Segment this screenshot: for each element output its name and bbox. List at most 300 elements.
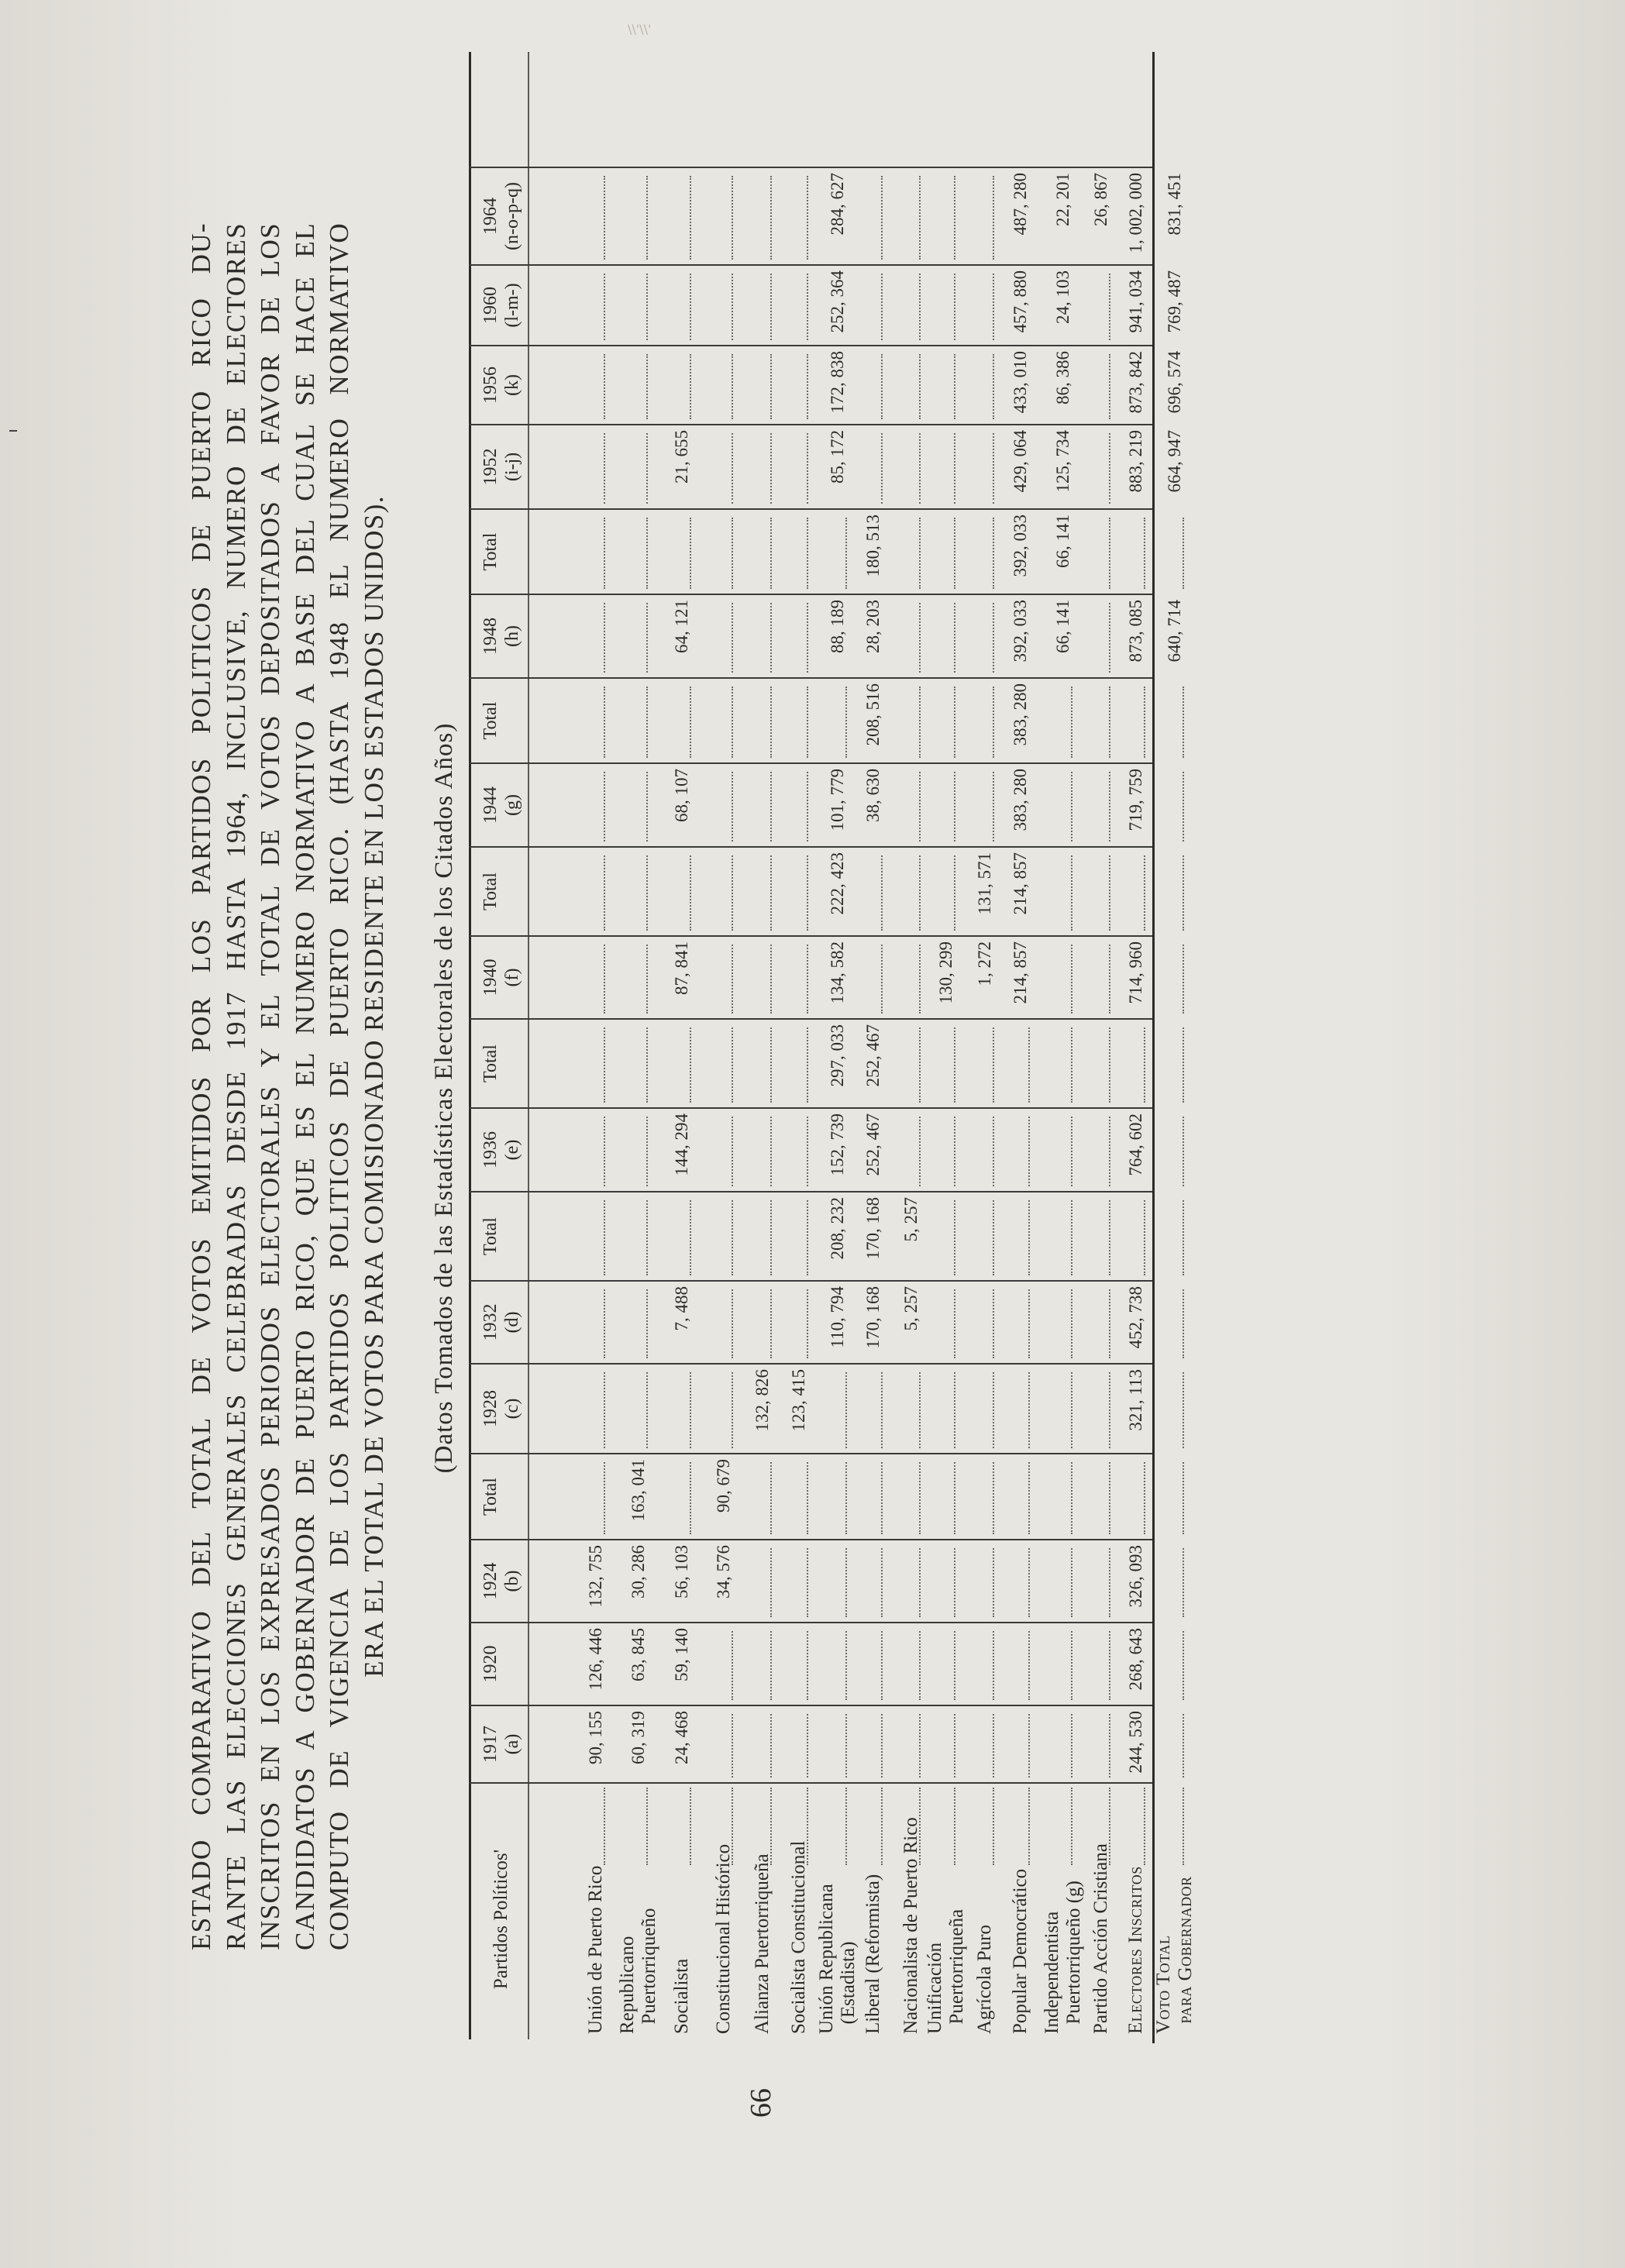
empty-cell-dots bbox=[993, 1289, 994, 1358]
table-cell: 56, 103 bbox=[672, 1545, 691, 1599]
empty-cell-dots bbox=[993, 1027, 994, 1103]
table-cell: 110, 794 bbox=[828, 1286, 847, 1348]
empty-cell-dots bbox=[1144, 1027, 1145, 1103]
empty-cell-dots bbox=[604, 1027, 605, 1103]
row-label bbox=[788, 1841, 810, 2034]
table-cell: 696, 574 bbox=[1165, 351, 1184, 414]
empty-cell-dots bbox=[646, 603, 648, 673]
empty-cell-dots bbox=[646, 772, 648, 841]
column-header-year: Total bbox=[480, 701, 501, 740]
column-header-year: Total bbox=[480, 532, 501, 571]
empty-cell-dots bbox=[604, 176, 605, 260]
empty-cell-dots bbox=[646, 433, 648, 504]
row-label-line: Electores Inscritos bbox=[1125, 1866, 1146, 2034]
empty-cell-dots bbox=[1183, 1372, 1184, 1448]
empty-cell-dots bbox=[993, 1631, 994, 1700]
empty-cell-dots bbox=[845, 1714, 847, 1778]
empty-cell-dots bbox=[919, 1117, 921, 1186]
empty-cell-dots bbox=[845, 1631, 847, 1700]
table-cell: 132, 755 bbox=[586, 1545, 605, 1608]
empty-cell-dots bbox=[1071, 1117, 1072, 1186]
empty-cell-dots bbox=[770, 518, 772, 589]
empty-cell-dots bbox=[1144, 1200, 1145, 1275]
empty-cell-dots bbox=[993, 687, 994, 758]
empty-cell-dots bbox=[807, 518, 808, 589]
table-cell: 131, 571 bbox=[975, 852, 994, 915]
table-cell: 392, 033 bbox=[1010, 600, 1030, 663]
empty-cell-dots bbox=[919, 1027, 921, 1103]
table-cell: 208, 232 bbox=[828, 1197, 847, 1260]
empty-cell-dots bbox=[690, 1200, 691, 1275]
empty-cell-dots bbox=[954, 855, 955, 931]
row-label-line: Independentista bbox=[1041, 1911, 1062, 2034]
empty-cell-dots bbox=[770, 1200, 772, 1275]
empty-cell-dots bbox=[1109, 1462, 1110, 1534]
column-header bbox=[480, 1109, 523, 1191]
table-cell: 123, 415 bbox=[789, 1369, 808, 1432]
row-label-line: Voto Total bbox=[1153, 1935, 1174, 2034]
empty-cell-dots bbox=[1183, 855, 1184, 931]
empty-cell-dots bbox=[845, 687, 847, 758]
empty-cell-dots bbox=[1183, 518, 1184, 589]
table-cell: 68, 107 bbox=[672, 769, 691, 822]
empty-cell-dots bbox=[646, 1372, 648, 1448]
empty-cell-dots bbox=[1028, 1372, 1030, 1448]
empty-cell-dots bbox=[690, 687, 691, 758]
table-cell: 1, 272 bbox=[975, 941, 994, 986]
empty-cell-dots bbox=[954, 176, 955, 260]
empty-cell-dots bbox=[881, 433, 883, 504]
row-label-line: Constitucional Histórico bbox=[713, 1843, 734, 2034]
empty-cell-dots bbox=[646, 1200, 648, 1275]
table-cell: 66, 141 bbox=[1053, 515, 1072, 568]
table-cell: 59, 140 bbox=[672, 1628, 691, 1681]
empty-cell-dots bbox=[604, 274, 605, 340]
empty-cell-dots bbox=[919, 1714, 921, 1778]
empty-cell-dots bbox=[881, 1714, 883, 1778]
empty-cell-dots bbox=[604, 354, 605, 419]
leader-dots bbox=[770, 1788, 772, 1865]
leader-dots bbox=[1183, 1788, 1184, 1865]
row-label bbox=[671, 1959, 693, 2034]
title-line: INSCRITOS EN LOS EXPRESADOS PERIODOS ELECTORALES Y EL TOTAL DE VOTOS DEPOSITADOS A FAVOR DE LOS bbox=[255, 222, 286, 1950]
empty-cell-dots bbox=[646, 1027, 648, 1103]
table-cell: 268, 643 bbox=[1126, 1628, 1145, 1691]
column-header-year: Total bbox=[480, 872, 501, 910]
empty-cell-dots bbox=[993, 1372, 994, 1448]
table-cell: 63, 845 bbox=[628, 1628, 648, 1681]
empty-cell-dots bbox=[770, 772, 772, 841]
empty-cell-dots bbox=[1109, 274, 1110, 340]
empty-cell-dots bbox=[770, 433, 772, 504]
table-cell: 152, 739 bbox=[828, 1113, 847, 1176]
row-label bbox=[974, 1925, 996, 2034]
empty-cell-dots bbox=[646, 1117, 648, 1186]
empty-cell-dots bbox=[604, 1289, 605, 1358]
table-cell: 180, 513 bbox=[863, 515, 883, 577]
empty-cell-dots bbox=[1028, 1200, 1030, 1275]
empty-cell-dots bbox=[1183, 772, 1184, 841]
empty-cell-dots bbox=[954, 1714, 955, 1778]
empty-cell-dots bbox=[1109, 1372, 1110, 1448]
empty-cell-dots bbox=[993, 1548, 994, 1617]
empty-cell-dots bbox=[1109, 433, 1110, 504]
empty-cell-dots bbox=[881, 1631, 883, 1700]
empty-cell-dots bbox=[919, 945, 921, 1014]
table-cell: 101, 779 bbox=[828, 769, 847, 831]
empty-cell-dots bbox=[807, 1548, 808, 1617]
empty-cell-dots bbox=[993, 603, 994, 673]
row-label-line: Unión Republicana bbox=[816, 1884, 837, 2034]
empty-cell-dots bbox=[1144, 855, 1145, 931]
empty-cell-dots bbox=[919, 1372, 921, 1448]
empty-cell-dots bbox=[993, 518, 994, 589]
table-cell: 28, 203 bbox=[863, 600, 883, 653]
column-separator bbox=[469, 1539, 1152, 1540]
table-cell: 873, 085 bbox=[1126, 600, 1145, 663]
empty-cell-dots bbox=[604, 518, 605, 589]
row-label bbox=[1153, 1876, 1196, 2034]
empty-cell-dots bbox=[919, 772, 921, 841]
column-header-note: (g) bbox=[502, 794, 522, 816]
table-cell: 208, 516 bbox=[863, 683, 883, 746]
empty-cell-dots bbox=[993, 1462, 994, 1534]
empty-cell-dots bbox=[1071, 1462, 1072, 1534]
empty-cell-dots bbox=[690, 274, 691, 340]
leader-dots bbox=[954, 1788, 955, 1865]
empty-cell-dots bbox=[1144, 518, 1145, 589]
table-cell: 252, 467 bbox=[863, 1113, 883, 1176]
empty-cell-dots bbox=[604, 687, 605, 758]
empty-cell-dots bbox=[1109, 354, 1110, 419]
row-label-line: Republicano bbox=[617, 1936, 638, 2034]
empty-cell-dots bbox=[690, 855, 691, 931]
empty-cell-dots bbox=[604, 1200, 605, 1275]
empty-cell-dots bbox=[1071, 772, 1072, 841]
empty-cell-dots bbox=[690, 176, 691, 260]
row-label bbox=[1041, 1881, 1085, 2034]
document-subtitle: (Datos Tomados de las Estadísticas Electorales de los Citados Años) bbox=[430, 722, 458, 1474]
column-separator bbox=[469, 677, 1152, 679]
empty-cell-dots bbox=[1028, 1462, 1030, 1534]
leader-dots bbox=[919, 1788, 921, 1865]
leader-dots bbox=[881, 1788, 883, 1865]
table-cell: 134, 582 bbox=[828, 941, 847, 1004]
column-header bbox=[480, 595, 523, 677]
empty-cell-dots bbox=[1183, 1200, 1184, 1275]
empty-cell-dots bbox=[919, 855, 921, 931]
empty-cell-dots bbox=[646, 945, 648, 1014]
empty-cell-dots bbox=[954, 1372, 955, 1448]
table-cell: 714, 960 bbox=[1126, 941, 1145, 1004]
row-label bbox=[1090, 1843, 1112, 2034]
empty-cell-dots bbox=[646, 274, 648, 340]
empty-cell-dots bbox=[1109, 855, 1110, 931]
empty-cell-dots bbox=[993, 274, 994, 340]
empty-cell-dots bbox=[1028, 1117, 1030, 1186]
empty-cell-dots bbox=[954, 1631, 955, 1700]
leader-dots bbox=[807, 1788, 808, 1865]
empty-cell-dots bbox=[845, 1462, 847, 1534]
table-cell: 163, 041 bbox=[628, 1459, 648, 1522]
empty-cell-dots bbox=[770, 687, 772, 758]
table-cell: 452, 738 bbox=[1126, 1286, 1145, 1349]
row-label bbox=[617, 1908, 660, 2034]
column-separator bbox=[469, 1782, 1152, 1784]
corner-header: Partidos Políticos' bbox=[491, 1849, 511, 1990]
empty-cell-dots bbox=[1144, 1462, 1145, 1534]
row-label bbox=[713, 1844, 735, 2034]
empty-cell-dots bbox=[881, 1372, 883, 1448]
empty-cell-dots bbox=[881, 1462, 883, 1534]
empty-cell-dots bbox=[1183, 1289, 1184, 1358]
empty-cell-dots bbox=[732, 687, 733, 758]
title-line: CANDIDATOS A GOBERNADOR DE PUERTO RICO, QUE ES EL NUMERO NORMATIVO A BASE DEL CUAL SE HACE EL bbox=[289, 222, 320, 1950]
leader-dots bbox=[845, 1788, 847, 1865]
row-label bbox=[1125, 1866, 1147, 2034]
table-cell: 125, 734 bbox=[1053, 430, 1072, 493]
column-header-year: 1952 bbox=[480, 448, 501, 486]
column-header bbox=[480, 510, 501, 594]
column-separator bbox=[469, 424, 1152, 425]
empty-cell-dots bbox=[732, 1200, 733, 1275]
column-separator bbox=[469, 1453, 1152, 1454]
empty-cell-dots bbox=[646, 687, 648, 758]
empty-cell-dots bbox=[1109, 1631, 1110, 1700]
empty-cell-dots bbox=[881, 1548, 883, 1617]
table-cell: 664, 947 bbox=[1165, 430, 1184, 493]
column-header bbox=[480, 1365, 523, 1453]
empty-cell-dots bbox=[604, 1372, 605, 1448]
table-cell: 392, 033 bbox=[1010, 515, 1030, 577]
empty-cell-dots bbox=[732, 354, 733, 419]
empty-cell-dots bbox=[954, 687, 955, 758]
empty-cell-dots bbox=[807, 1714, 808, 1778]
table-cell: 244, 530 bbox=[1126, 1711, 1145, 1774]
empty-cell-dots bbox=[770, 945, 772, 1014]
empty-cell-dots bbox=[732, 1117, 733, 1186]
column-header-note: (n-o-p-q) bbox=[502, 182, 522, 250]
column-separator bbox=[469, 1018, 1152, 1020]
empty-cell-dots bbox=[732, 772, 733, 841]
empty-cell-dots bbox=[646, 176, 648, 260]
empty-cell-dots bbox=[732, 1714, 733, 1778]
empty-cell-dots bbox=[732, 1631, 733, 1700]
table-cell: 64, 121 bbox=[672, 600, 691, 653]
empty-cell-dots bbox=[807, 945, 808, 1014]
column-separator bbox=[469, 1107, 1152, 1109]
column-header bbox=[480, 679, 501, 762]
leader-dots bbox=[1071, 1788, 1072, 1865]
table-cell: 38, 630 bbox=[863, 769, 883, 822]
column-header-year: 1924 bbox=[480, 1562, 501, 1600]
table-cell: 326, 093 bbox=[1126, 1545, 1145, 1608]
table-cell: 170, 168 bbox=[863, 1197, 883, 1260]
empty-cell-dots bbox=[954, 274, 955, 340]
column-header-year: 1920 bbox=[480, 1645, 501, 1683]
empty-cell-dots bbox=[770, 354, 772, 419]
leader-dots bbox=[1144, 1788, 1145, 1865]
column-header bbox=[480, 1706, 523, 1782]
empty-cell-dots bbox=[919, 274, 921, 340]
leader-dots bbox=[604, 1788, 605, 1865]
table-cell: 297, 033 bbox=[828, 1024, 847, 1087]
row-label-line: Partido Acción Cristiana bbox=[1090, 1843, 1111, 2034]
row-label bbox=[1010, 1869, 1031, 2034]
empty-cell-dots bbox=[954, 1117, 955, 1186]
empty-cell-dots bbox=[993, 354, 994, 419]
row-label-line: Popular Democrático bbox=[1010, 1868, 1031, 2034]
table-cell: 321, 113 bbox=[1126, 1369, 1145, 1431]
empty-cell-dots bbox=[690, 1462, 691, 1534]
column-header-note: (k) bbox=[502, 374, 522, 396]
empty-cell-dots bbox=[807, 1200, 808, 1275]
table-cell: 126, 446 bbox=[586, 1628, 605, 1691]
empty-cell-dots bbox=[770, 1117, 772, 1186]
leader-dots bbox=[646, 1788, 648, 1865]
empty-cell-dots bbox=[604, 945, 605, 1014]
empty-cell-dots bbox=[993, 772, 994, 841]
column-separator bbox=[469, 846, 1152, 848]
empty-cell-dots bbox=[1028, 1548, 1030, 1617]
empty-cell-dots bbox=[881, 354, 883, 419]
empty-cell-dots bbox=[919, 354, 921, 419]
table-cell: 214, 857 bbox=[1010, 852, 1030, 915]
empty-cell-dots bbox=[919, 1462, 921, 1534]
page-number: 66 bbox=[745, 2088, 777, 2118]
empty-cell-dots bbox=[845, 1372, 847, 1448]
empty-cell-dots bbox=[1028, 1027, 1030, 1103]
table-cell: 22, 201 bbox=[1053, 173, 1072, 226]
empty-cell-dots bbox=[919, 687, 921, 758]
empty-cell-dots bbox=[1071, 1548, 1072, 1617]
table-cell: 433, 010 bbox=[1010, 351, 1030, 414]
empty-cell-dots bbox=[1183, 1117, 1184, 1186]
table-cell: 284, 627 bbox=[828, 173, 847, 236]
empty-cell-dots bbox=[807, 1117, 808, 1186]
empty-cell-dots bbox=[993, 1200, 994, 1275]
empty-cell-dots bbox=[770, 274, 772, 340]
table-cell: 383, 280 bbox=[1010, 769, 1030, 831]
empty-cell-dots bbox=[770, 1027, 772, 1103]
leader-dots bbox=[1028, 1788, 1030, 1865]
empty-cell-dots bbox=[919, 518, 921, 589]
table-cell: 132, 826 bbox=[752, 1369, 772, 1432]
table-cell: 383, 280 bbox=[1010, 683, 1030, 746]
row-label bbox=[752, 1853, 773, 2034]
column-header bbox=[480, 1454, 501, 1539]
column-header-year: 1917 bbox=[480, 1726, 501, 1763]
column-separator bbox=[469, 762, 1152, 764]
empty-cell-dots bbox=[732, 1027, 733, 1103]
empty-cell-dots bbox=[604, 603, 605, 673]
empty-cell-dots bbox=[1144, 687, 1145, 758]
table-cell: 172, 838 bbox=[828, 351, 847, 414]
empty-cell-dots bbox=[919, 603, 921, 673]
column-header bbox=[480, 346, 523, 424]
empty-cell-dots bbox=[770, 1289, 772, 1358]
empty-cell-dots bbox=[881, 176, 883, 260]
empty-cell-dots bbox=[1183, 945, 1184, 1014]
row-label-line: Nacionalista de Puerto Rico bbox=[900, 1817, 921, 2034]
empty-cell-dots bbox=[954, 433, 955, 504]
empty-cell-dots bbox=[807, 274, 808, 340]
table-cell: 90, 155 bbox=[586, 1711, 605, 1764]
column-header-note: (c) bbox=[502, 1398, 522, 1420]
table-cell: 144, 294 bbox=[672, 1113, 691, 1176]
empty-cell-dots bbox=[954, 1462, 955, 1534]
empty-cell-dots bbox=[919, 176, 921, 260]
empty-cell-dots bbox=[1071, 1372, 1072, 1448]
empty-cell-dots bbox=[845, 518, 847, 589]
row-label-line: Alianza Puertorriqueña bbox=[752, 1853, 773, 2034]
column-header bbox=[480, 1193, 501, 1280]
leader-dots bbox=[690, 1788, 691, 1865]
table-cell: 252, 467 bbox=[863, 1024, 883, 1087]
column-header-year: 1964 bbox=[480, 198, 501, 235]
empty-cell-dots bbox=[807, 1631, 808, 1700]
column-separator bbox=[469, 1622, 1152, 1623]
empty-cell-dots bbox=[1071, 945, 1072, 1014]
row-label-line: Agrícola Puro bbox=[974, 1925, 995, 2034]
column-header bbox=[480, 937, 523, 1018]
empty-cell-dots bbox=[919, 1548, 921, 1617]
empty-cell-dots bbox=[732, 274, 733, 340]
row-label-line: para Gobernador bbox=[1175, 1876, 1196, 2034]
row-label-line: Puertorriqueña bbox=[946, 1908, 967, 2034]
column-header-year: 1940 bbox=[480, 958, 501, 996]
empty-cell-dots bbox=[1071, 1027, 1072, 1103]
title-line: ESTADO COMPARATIVO DEL TOTAL DE VOTOS EMITIDOS POR LOS PARTIDOS POLITICOS DE PUERTO RICO DU- bbox=[186, 222, 216, 1950]
column-header-year: Total bbox=[480, 1045, 501, 1082]
table-cell: 7, 488 bbox=[672, 1286, 691, 1331]
column-separator bbox=[469, 1280, 1152, 1282]
empty-cell-dots bbox=[770, 855, 772, 931]
table-cell: 429, 064 bbox=[1010, 430, 1030, 493]
table-cell: 640, 714 bbox=[1165, 600, 1184, 663]
row-label-line: Unificación bbox=[924, 1942, 945, 2034]
table-cell: 941, 034 bbox=[1126, 270, 1145, 333]
empty-cell-dots bbox=[732, 433, 733, 504]
table-cell: 170, 168 bbox=[863, 1286, 883, 1349]
title-line: RANTE LAS ELECCIONES GENERALES CELEBRADAS DESDE 1917 HASTA 1964, INCLUSIVE, NUMERO DE ELECTORES bbox=[220, 222, 251, 1950]
empty-cell-dots bbox=[1071, 855, 1072, 931]
empty-cell-dots bbox=[1109, 687, 1110, 758]
table-cell: 764, 602 bbox=[1126, 1113, 1145, 1176]
empty-cell-dots bbox=[807, 772, 808, 841]
empty-cell-dots bbox=[993, 433, 994, 504]
column-header bbox=[480, 168, 523, 264]
empty-cell-dots bbox=[1071, 1631, 1072, 1700]
table-cell: 252, 364 bbox=[828, 270, 847, 333]
empty-cell-dots bbox=[807, 176, 808, 260]
empty-cell-dots bbox=[1183, 1548, 1184, 1617]
empty-cell-dots bbox=[919, 433, 921, 504]
leader-dots bbox=[993, 1788, 994, 1865]
table-cell: 130, 299 bbox=[936, 941, 955, 1004]
empty-cell-dots bbox=[954, 603, 955, 673]
empty-cell-dots bbox=[770, 1462, 772, 1534]
row-label bbox=[816, 1884, 859, 2034]
table-cell: 5, 257 bbox=[901, 1197, 921, 1242]
table-cell: 883, 219 bbox=[1126, 430, 1145, 493]
table-cell: 34, 576 bbox=[714, 1545, 733, 1599]
row-label bbox=[924, 1909, 968, 2034]
empty-cell-dots bbox=[807, 354, 808, 419]
empty-cell-dots bbox=[807, 687, 808, 758]
column-separator bbox=[469, 508, 1152, 510]
empty-cell-dots bbox=[1109, 772, 1110, 841]
